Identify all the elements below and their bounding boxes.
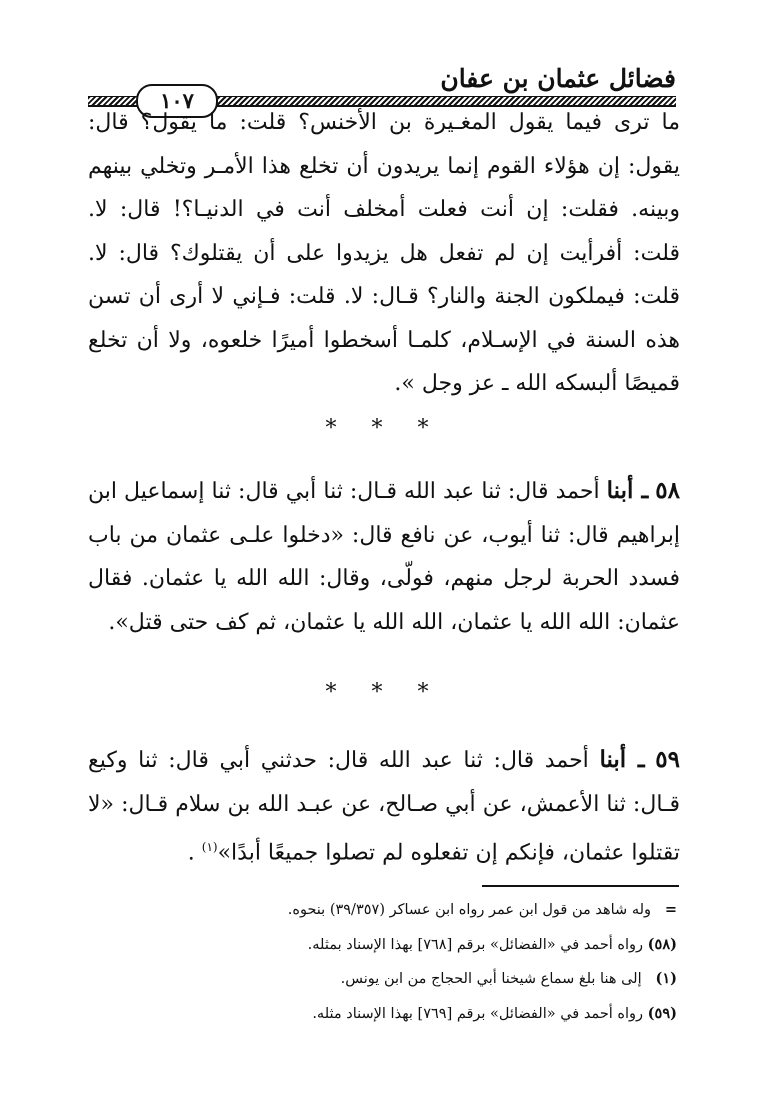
footnote-divider xyxy=(482,885,679,887)
paragraph-1-text: ما ترى فيما يقول المغـيرة بن الأخنس؟ قلت: ما يقول؟ قال: يقول: إن هؤلاء القوم إنما يريدون أن تخلع هذا الأمـر وتخلي بينهم وبينه. فقلت: إن أنت فعلت أمخلف أنت في الدنيـا؟! قال: لا. قلت: أفرأيت إن لم تفعل هل يزيدوا على أن يقتلوك؟ قال: لا. قلت: فيملكون الجنة والنار؟ قـال: لا. قلت: فـإني لا أرى أن تسن هذه السنة في الإسـلام، كلمـا أسخطوا أميرًا خلعوه، ولا أن تخلع قميصًا ألبسكه الله ـ عز وجل ». xyxy=(88,110,680,396)
footnote-label: (٥٨) xyxy=(647,935,677,953)
section-separator-2: * * * xyxy=(325,680,443,705)
page-number: ١٠٧ xyxy=(136,84,218,118)
footnote-text: إلى هنا بلغ سماع شيخنا أبي الحجاج من ابن يونس. xyxy=(340,971,642,987)
entry-59 xyxy=(88,738,680,875)
entry-58-text: أحمد قال: ثنا عبد الله قـال: ثنا أبي قال: ثنا إسماعيل ابن إبراهيم قال: ثنا أيوب، عن نافع قال: «دخلوا علـى عثمان من باب فسدد الحربة لرجل منهم، فولّى، وقال: الله الله يا عثمان. فقال عثمان: الله الله يا عثمان، الله الله يا عثمان، ثم كف حتى قتل». xyxy=(88,479,680,635)
entry-58-lead: ـ أبنا xyxy=(606,477,649,504)
footnote-continuation xyxy=(225,893,677,928)
footnote-label: (٥٩) xyxy=(647,1004,677,1022)
entry-59-end: . xyxy=(187,840,195,866)
footnote-label: = xyxy=(664,901,677,918)
entry-59-text: أحمد قال: ثنا عبد الله قال: حدثني أبي قال: ثنا وكيع قـال: ثنا الأعمش، عن أبي صـالح، عن عبـد الله بن سلام قـال: «لا تقتلوا عثمان، فإنكم إن تفعلوه لم تصلوا جميعًا أبدًا» xyxy=(88,748,680,866)
entry-59-lead: ـ أبنا xyxy=(599,746,645,773)
footnote-59 xyxy=(225,997,677,1032)
paragraph-1 xyxy=(88,101,680,406)
footnote-ref-1: (١) xyxy=(201,840,218,854)
footnote-label: (١) xyxy=(655,970,677,987)
footnote-text: وله شاهد من قول ابن عمر رواه ابن عساكر (٣٩/٣٥٧) بنحوه. xyxy=(287,902,652,918)
entry-58-number: ٥٨ xyxy=(655,477,680,504)
section-separator-1: * * * xyxy=(325,416,443,441)
footnote-58 xyxy=(225,928,677,963)
footnote-text: رواه أحمد في «الفضائل» برقم [٧٦٨] بهذا الإسناد بمثله. xyxy=(307,936,644,953)
entry-59-number: ٥٩ xyxy=(655,746,680,773)
running-title: فضائل عثمان بن عفان xyxy=(440,64,676,93)
footnote-1 xyxy=(225,962,677,997)
entry-58 xyxy=(88,469,680,644)
footnotes xyxy=(225,893,677,1031)
footnote-text: رواه أحمد في «الفضائل» برقم [٧٦٩] بهذا الإسناد مثله. xyxy=(312,1005,644,1022)
